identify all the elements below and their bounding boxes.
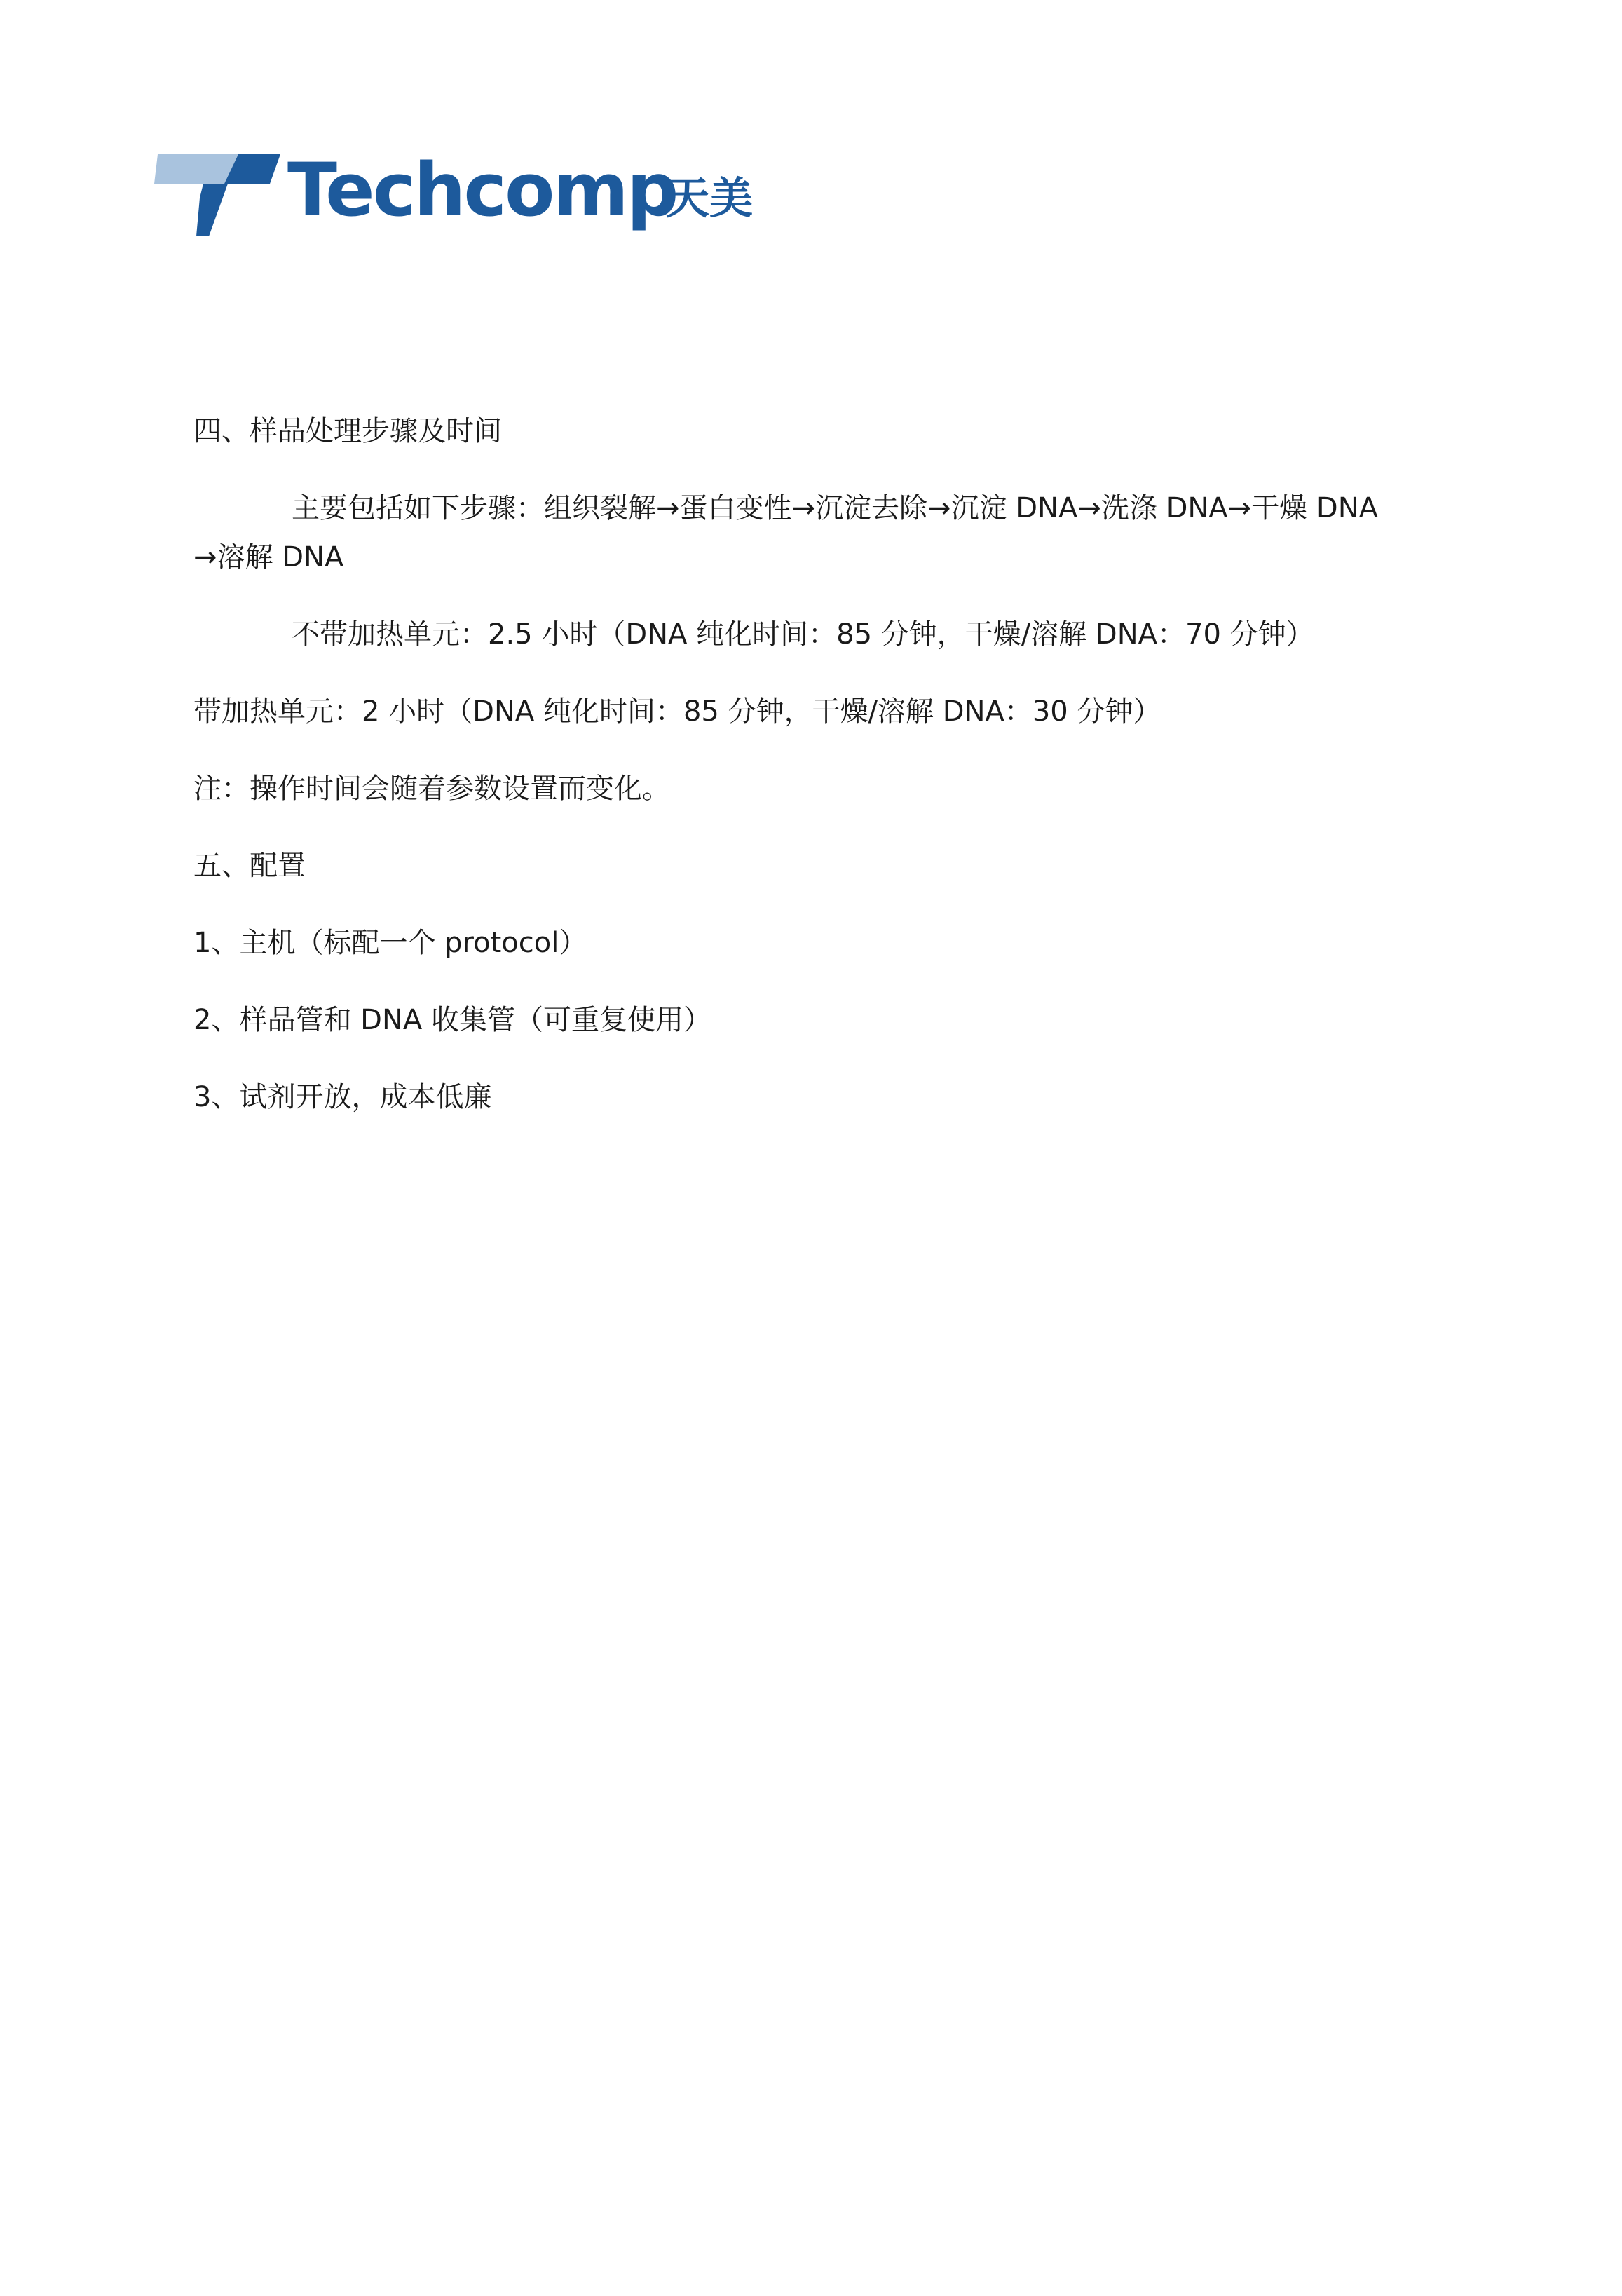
config-item-3: 3、试剂开放，成本低廉 [193, 1081, 492, 1113]
time-without-heater: 不带加热单元：2.5 小时（DNA 纯化时间：85 分钟，干燥/溶解 DNA：70 分钟） [292, 618, 1314, 651]
note: 注：操作时间会随着参数设置而变化。 [193, 773, 670, 805]
section-4-heading: 四、样品处理步骤及时间 [193, 415, 502, 447]
techcomp-logo-mark-icon [154, 149, 287, 240]
logo-wordmark: Techcomp [287, 147, 677, 233]
time-with-heater: 带加热单元：2 小时（DNA 纯化时间：85 分钟，干燥/溶解 DNA：30 分钟） [193, 695, 1161, 728]
logo-chinese-name: 天美 [666, 172, 754, 224]
techcomp-logo [154, 149, 771, 240]
config-item-1: 1、主机（标配一个 protocol） [193, 927, 587, 959]
steps-line-1: 主要包括如下步骤：组织裂解→蛋白变性→沉淀去除→沉淀 DNA→洗涤 DNA→干燥 DNA [292, 492, 1378, 524]
steps-line-2: →溶解 DNA [193, 541, 344, 573]
config-item-2: 2、样品管和 DNA 收集管（可重复使用） [193, 1004, 711, 1036]
section-5-heading: 五、配置 [193, 850, 306, 882]
